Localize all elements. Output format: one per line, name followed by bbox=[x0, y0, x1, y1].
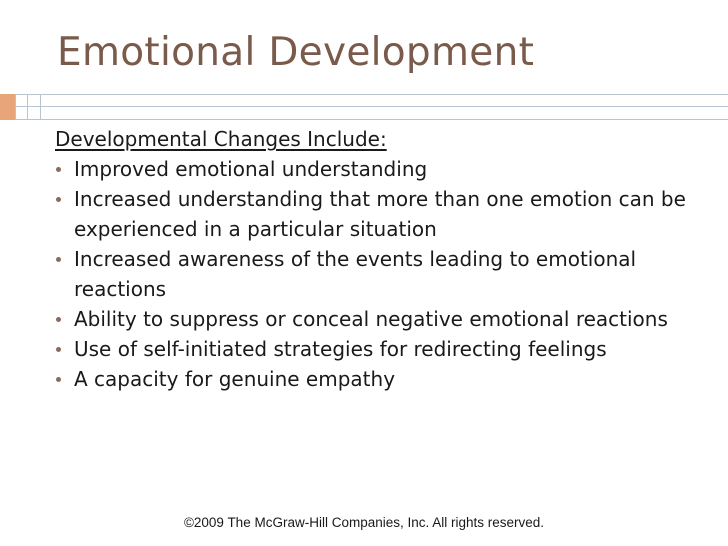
list-item bbox=[55, 184, 715, 244]
list-item-text: A capacity for genuine empathy bbox=[74, 367, 396, 391]
bullet-dot-icon bbox=[56, 347, 61, 352]
list-item bbox=[55, 154, 715, 184]
copyright-footer: ©2009 The McGraw-Hill Companies, Inc. All rights reserved. bbox=[183, 515, 545, 530]
list-item-text: Increased understanding that more than one emotion can be experienced in a particular situation bbox=[74, 187, 686, 241]
list-item-text: Use of self-initiated strategies for redirecting feelings bbox=[74, 337, 607, 361]
list-item-text: Improved emotional understanding bbox=[74, 157, 428, 181]
list-item-text: Ability to suppress or conceal negative emotional reactions bbox=[74, 307, 668, 331]
section-heading: Developmental Changes Include: bbox=[55, 127, 387, 151]
list-item bbox=[55, 364, 715, 394]
bullet-dot-icon bbox=[56, 257, 61, 262]
list-item-text: Increased awareness of the events leading to emotional reactions bbox=[74, 247, 637, 301]
bullet-dot-icon bbox=[56, 317, 61, 322]
accent-square bbox=[0, 94, 15, 120]
list-item bbox=[55, 304, 715, 334]
bullet-dot-icon bbox=[56, 377, 61, 382]
slide-title: Emotional Development bbox=[57, 30, 535, 75]
bullet-list bbox=[55, 154, 715, 394]
list-item bbox=[55, 334, 715, 364]
bullet-dot-icon bbox=[56, 167, 61, 172]
decorative-grid-bar bbox=[0, 94, 728, 120]
list-item bbox=[55, 244, 715, 304]
bullet-dot-icon bbox=[56, 197, 61, 202]
